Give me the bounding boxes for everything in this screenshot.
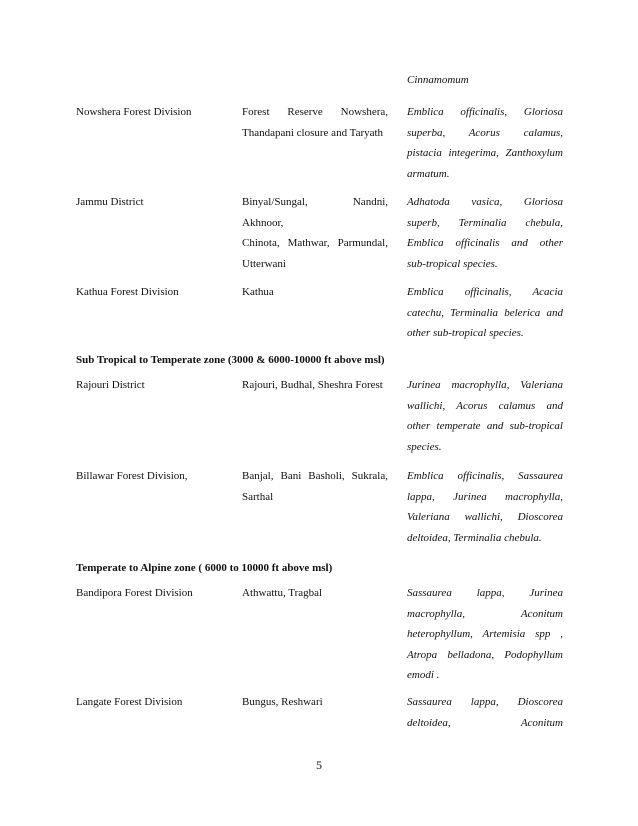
area-line: Kathua [242, 286, 274, 298]
area-cell [242, 375, 388, 396]
area-cell [242, 192, 388, 274]
species-line: Emblica officinalis and other [407, 237, 563, 249]
area-line: Thandapani closure and Taryath [242, 126, 384, 139]
species-line: Jurinea macrophylla, Valeriana [407, 379, 563, 391]
area-line: Banjal, Bani Basholi, Sukrala, [242, 470, 388, 482]
species-line: species. [407, 440, 442, 453]
species-cell [407, 466, 563, 548]
division-cell: Bandipora Forest Division [76, 587, 193, 599]
division-cell: Billawar Forest Division, [76, 470, 188, 482]
area-line: Utterwani [242, 257, 286, 270]
species-line: superb, Terminalia chebula, [407, 216, 563, 229]
species-line: Sassaurea lappa, Dioscorea [407, 696, 563, 708]
species-line: macrophylla, Aconitum [407, 607, 563, 620]
area-line: Chinota, Mathwar, Parmundal, [242, 237, 388, 249]
species-line: Cinnamomum [407, 74, 469, 86]
species-line: other sub-tropical species. [407, 327, 524, 339]
species-line: Atropa belladona, Podophyllum [407, 648, 563, 661]
species-line: other temperate and sub-tropical [407, 420, 563, 432]
species-cell [407, 192, 563, 274]
species-line: pistacia integerima, Zanthoxylum [407, 147, 563, 159]
area-cell [242, 102, 388, 143]
area-line: Rajouri, Budhal, Sheshra Forest [242, 379, 383, 391]
area-cell [242, 466, 388, 507]
division-cell: Rajouri District [76, 379, 145, 391]
species-line: Sassaurea lappa, Jurinea [407, 587, 563, 599]
species-line: heterophyllum, Artemisia spp , [407, 628, 563, 640]
area-line: Forest Reserve Nowshera, [242, 106, 388, 118]
species-line: sub-tropical species. [407, 257, 498, 270]
species-line: Valeriana wallichi, Dioscorea [407, 511, 563, 523]
area-cell [242, 583, 388, 604]
species-cell [407, 375, 563, 457]
area-line: Bungus, Reshwari [242, 696, 323, 708]
zone-heading-subtropical: Sub Tropical to Temperate zone (3000 & 6000-10000 ft above msl) [76, 354, 385, 366]
species-cell [407, 583, 563, 686]
species-cell [407, 70, 563, 91]
species-cell [407, 282, 563, 344]
area-cell [242, 282, 388, 303]
species-line: Adhatoda vasica, Gloriosa [407, 196, 563, 208]
species-line: wallichi, Acorus calamus and [407, 399, 563, 412]
species-line: Emblica officinalis, Sassaurea [407, 470, 563, 482]
area-cell [242, 692, 388, 713]
species-cell [407, 692, 563, 733]
page-number: 5 [316, 758, 322, 772]
area-line: Binyal/Sungal, Nandni, Akhnoor, [242, 196, 388, 229]
division-cell: Langate Forest Division [76, 696, 183, 708]
species-line: Emblica officinalis, Gloriosa [407, 106, 563, 118]
species-line: deltoidea, Terminalia chebula. [407, 531, 542, 544]
area-line: Athwattu, Tragbal [242, 587, 323, 599]
division-cell: Jammu District [76, 196, 144, 208]
species-line: catechu, Terminalia belerica and [407, 306, 563, 319]
species-line: superba, Acorus calamus, [407, 126, 563, 139]
division-cell: Kathua Forest Division [76, 286, 179, 298]
division-cell: Nowshera Forest Division [76, 106, 192, 118]
species-line: Emblica officinalis, Acacia [407, 286, 563, 298]
species-line: emodi . [407, 669, 440, 681]
zone-heading-alpine: Temperate to Alpine zone ( 6000 to 10000 ft above msl) [76, 562, 333, 574]
species-cell [407, 102, 563, 184]
species-line: lappa, Jurinea macrophylla, [407, 490, 563, 503]
species-line: deltoidea, Aconitum [407, 716, 563, 729]
area-line: Sarthal [242, 490, 274, 503]
species-line: armatum. [407, 167, 450, 180]
